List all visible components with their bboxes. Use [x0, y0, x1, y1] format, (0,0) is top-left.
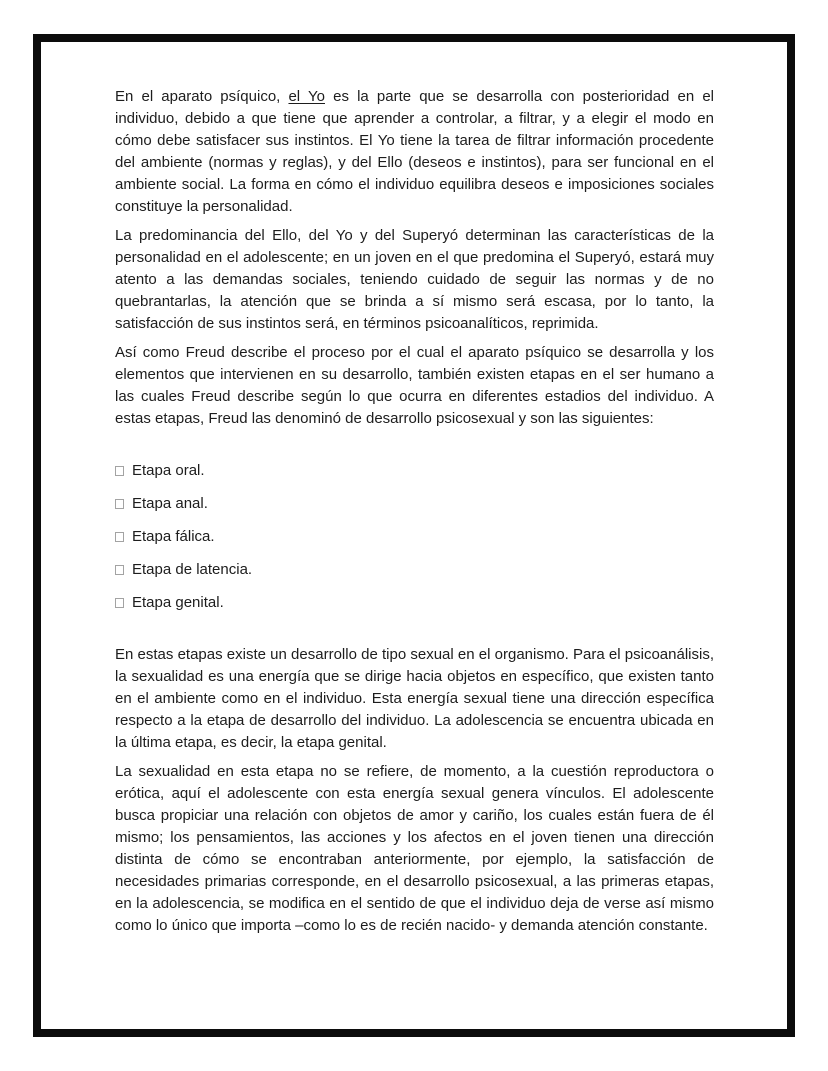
paragraph-text: es la parte que se desarrolla con posterioridad en el individuo, debido a que tiene que aprender a controlar, a filtrar, y a elegir el modo en cómo debe satisfacer sus instintos. El Yo tiene la tarea de filtrar información procedente del ambiente (normas y reglas), y del Ello (deseos e instintos), para ser funcional en el ambiente social. La forma en cómo el individuo equilibra deseos e imposiciones sociales constituye la personalidad.: [115, 88, 714, 215]
stages-list: [115, 460, 714, 614]
paragraph-text: En el aparato psíquico,: [115, 88, 289, 105]
square-bullet-icon: [115, 466, 124, 476]
paragraph-etapas-freud: Así como Freud describe el proceso por el cual el aparato psíquico se desarrolla y los elementos que intervienen en su desarrollo, también existen etapas en el ser humano a las cuales Freud describe según lo que ocurra en diferentes estadios del individuo. A estas etapas, Freud las denominó de desarrollo psicosexual y son las siguientes:: [115, 344, 714, 427]
square-bullet-icon: [115, 565, 124, 575]
square-bullet-icon: [115, 532, 124, 542]
paragraph-aparato-psiquico: [115, 86, 714, 218]
list-item-etapa-latencia: [115, 559, 714, 581]
underlined-term-el-yo: el Yo: [288, 88, 325, 105]
list-item-label: Etapa anal.: [132, 495, 208, 512]
square-bullet-icon: [115, 499, 124, 509]
paragraph-desarrollo-sexual: En estas etapas existe un desarrollo de tipo sexual en el organismo. Para el psicoanálisis, la sexualidad es una energía que se dirige hacia objetos en específico, que existen tanto en el ambiente como en el individuo. Esta energía sexual tiene una dirección específica respecto a la etapa de desarrollo del individuo. La adolescencia se encuentra ubicada en la última etapa, es decir, la etapa genital.: [115, 646, 714, 751]
page-border-frame: [33, 34, 795, 1037]
paragraph-sexualidad-vinculos: La sexualidad en esta etapa no se refiere, de momento, a la cuestión reproductora o erótica, aquí el adolescente con esta energía sexual genera vínculos. El adolescente busca propiciar una relación con objetos de amor y cariño, los cuales están fuera de él mismo; los pensamientos, las acciones y los afectos en el joven tienen una dirección distinta de cómo se encontraban anteriormente, por ejemplo, la satisfacción de necesidades primarias corresponde, en el desarrollo psicosexual, a las primeras etapas, en la adolescencia, se modifica en el sentido de que el individuo deja de verse así mismo como lo único que importa –como lo es de recién nacido- y demanda atención constante.: [115, 763, 714, 934]
list-item-label: Etapa de latencia.: [132, 561, 253, 578]
list-item-label: Etapa fálica.: [132, 528, 215, 545]
list-item-etapa-oral: [115, 460, 714, 482]
document-body: [115, 86, 714, 944]
list-item-label: Etapa oral.: [132, 462, 205, 479]
paragraph-predominancia: La predominancia del Ello, del Yo y del Superyó determinan las características de la personalidad en el adolescente; en un joven en el que predomina el Superyó, estará muy atento a las demandas sociales, teniendo cuidado de seguir las normas y de no quebrantarlas, la atención que se brinda a sí mismo será escasa, por lo tanto, la satisfacción de sus instintos será, en términos psicoanalíticos, reprimida.: [115, 227, 714, 332]
list-item-etapa-genital: [115, 592, 714, 614]
list-item-etapa-anal: [115, 493, 714, 515]
list-item-etapa-falica: [115, 526, 714, 548]
list-item-label: Etapa genital.: [132, 594, 224, 611]
square-bullet-icon: [115, 598, 124, 608]
